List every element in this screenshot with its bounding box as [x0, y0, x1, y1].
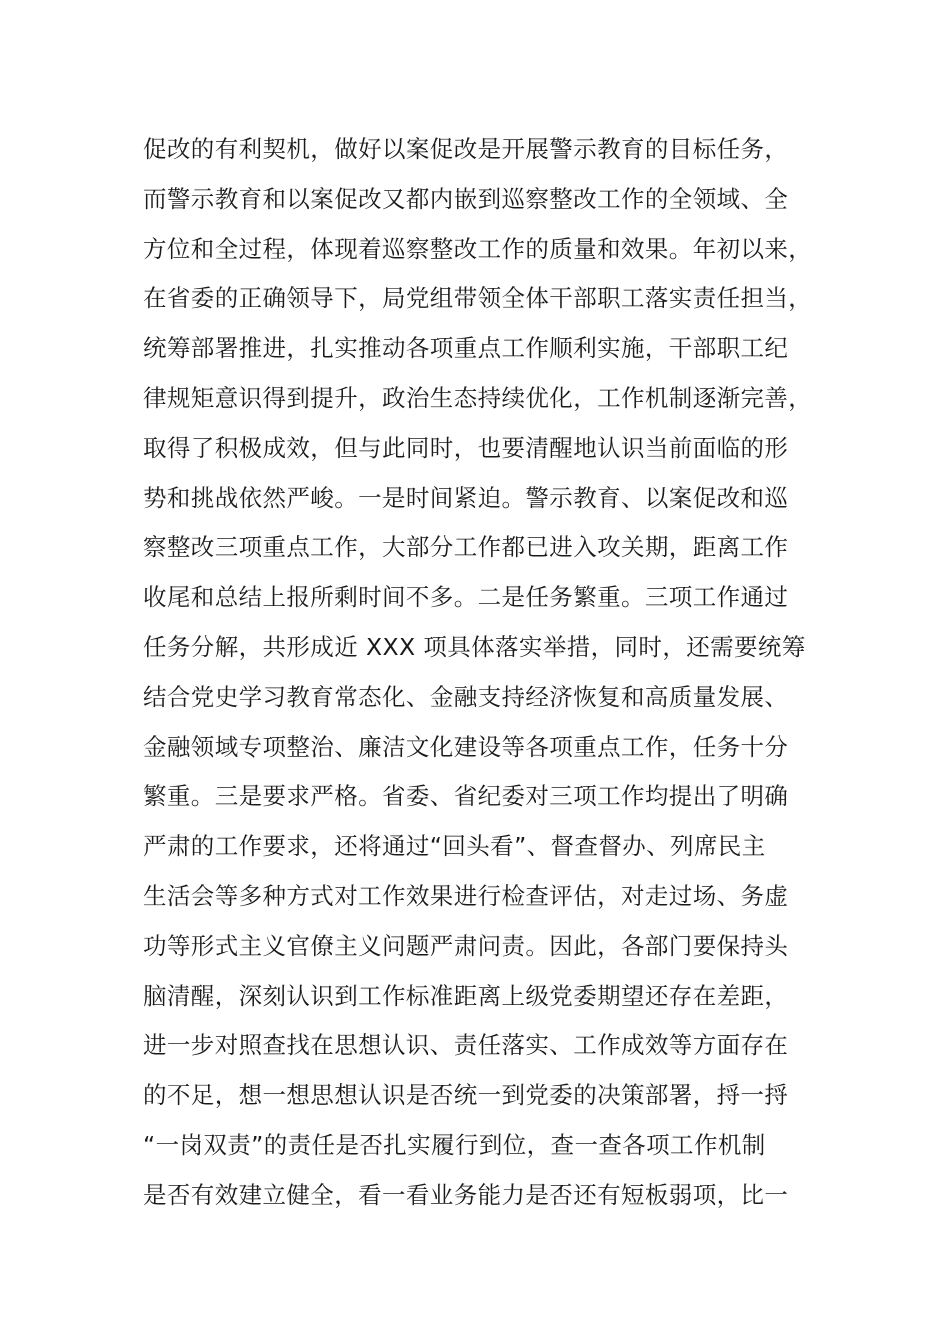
text-line: 繁重。三是要求严格。省委、省纪委对三项工作均提出了明确 — [143, 782, 789, 811]
text-line: 在省委的正确领导下，局党组带领全体干部职工落实责任担当， — [143, 284, 813, 313]
text-line: 律规矩意识得到提升，政治生态持续优化，工作机制逐渐完善， — [143, 383, 813, 412]
text-line: 而警示教育和以案促改又都内嵌到巡察整改工作的全领域、全 — [143, 184, 789, 213]
text-line: 统筹部署推进，扎实推动各项重点工作顺利实施，干部职工纪 — [143, 334, 789, 363]
text-line: 势和挑战依然严峻。一是时间紧迫。警示教育、以案促改和巡 — [143, 483, 789, 512]
text-line: 功等形式主义官僚主义问题严肃问责。因此，各部门要保持头 — [143, 931, 789, 960]
text-line: 严肃的工作要求，还将通过“回头看”、督查督办、列席民主 — [143, 832, 766, 861]
text-line: 结合党史学习教育常态化、金融支持经济恢复和高质量发展、 — [143, 682, 789, 711]
text-line: 金融领域专项整治、廉洁文化建设等各项重点工作，任务十分 — [143, 732, 789, 761]
text-line: 生活会等多种方式对工作效果进行检查评估，对走过场、务虚 — [143, 881, 789, 910]
text-line: 促改的有利契机，做好以案促改是开展警示教育的目标任务， — [143, 135, 789, 163]
body-text — [143, 125, 813, 1221]
text-line: 进一步对照查找在思想认识、责任落实、工作成效等方面存在 — [143, 1031, 789, 1060]
text-line: 是否有效建立健全，看一看业务能力是否还有短板弱项，比一 — [143, 1180, 789, 1209]
text-line: 的不足，想一想思想认识是否统一到党委的决策部署，捋一捋 — [143, 1081, 789, 1110]
text-line: 方位和全过程，体现着巡察整改工作的质量和效果。年初以来， — [143, 234, 813, 263]
text-line: 察整改三项重点工作，大部分工作都已进入攻关期，距离工作 — [143, 533, 789, 562]
text-line: 收尾和总结上报所剩时间不多。二是任务繁重。三项工作通过 — [143, 583, 789, 612]
text-line: 任务分解，共形成近 XXX 项具体落实举措，同时，还需要统筹 — [143, 632, 806, 661]
text-line: “一岗双责”的责任是否扎实履行到位，查一查各项工作机制 — [143, 1130, 766, 1159]
text-line: 脑清醒，深刻认识到工作标准距离上级党委期望还存在差距， — [143, 981, 789, 1010]
text-line: 取得了积极成效，但与此同时，也要清醒地认识当前面临的形 — [143, 433, 789, 462]
